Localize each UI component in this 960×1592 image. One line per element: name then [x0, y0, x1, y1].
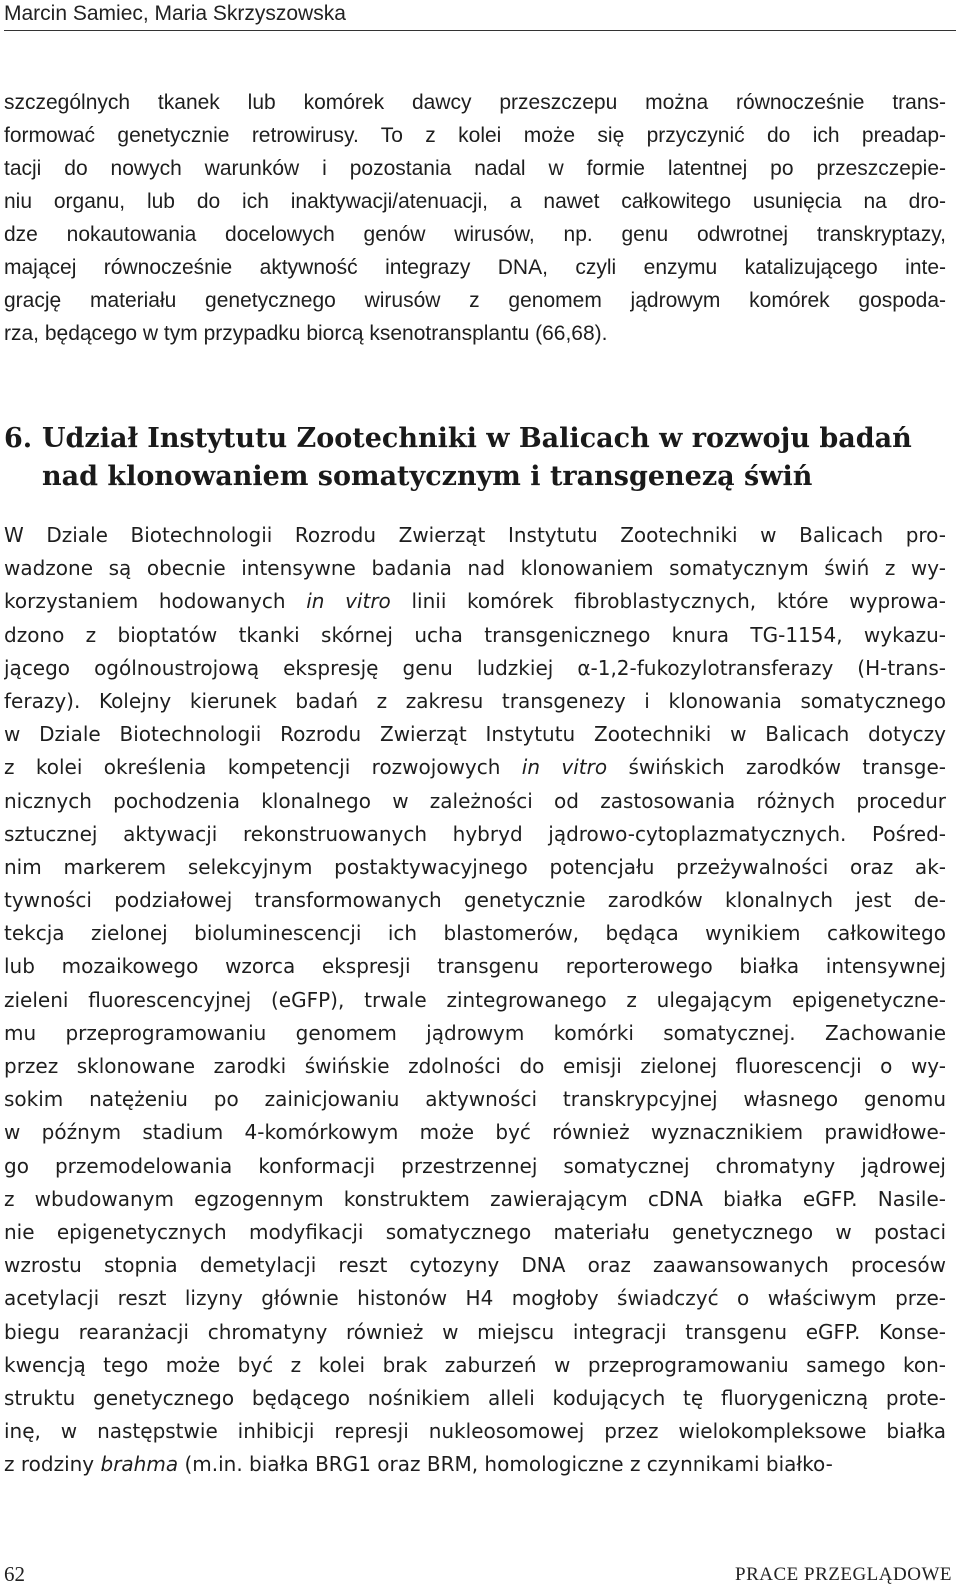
text-line: jącego ogólnoustrojową ekspresję genu ludzkiej α-1,2-fukozylotransferazy (H-trans- [4, 655, 946, 680]
text-line: mającej równocześnie aktywność integrazy DNA, czyli enzymu katalizującego inte- [4, 256, 946, 279]
running-head-authors: Marcin Samiec, Maria Skrzyszowska [4, 2, 346, 25]
text-line: inę, w następstwie inhibicji represji nukleosomowej przez wielokompleksowe białka [4, 1419, 946, 1444]
section-heading [4, 420, 912, 496]
text-line: z wbudowanym egzogennym konstruktem zawierającym cDNA białka eGFP. Nasile- [4, 1186, 946, 1211]
text-line: dzono z bioptatów tkanki skórnej ucha transgenicznego knura TG-1154, wykazu- [4, 622, 946, 647]
text-line: nim markerem selekcyjnym postaktywacyjnego potencjału przeżywalności oraz ak- [4, 854, 946, 879]
italic-term: brahma [100, 1452, 179, 1477]
section-title-line2: nad klonowaniem somatycznym i transgenezą świń [42, 461, 813, 492]
text-line: zieleni fluorescencyjnej (eGFP), trwale zintegrowanego z ulegającym epigenetyczne- [4, 987, 946, 1012]
text-line: nicznych pochodzenia klonalnego w zależności od zastosowania różnych procedur [4, 788, 946, 813]
section-title-line1: Udział Instytutu Zootechniki w Balicach w rozwoju badań [42, 423, 912, 454]
text-line: grację materiału genetycznego wirusów z genomem jądrowym komórek gospoda- [4, 289, 946, 312]
paragraph-section-body [4, 519, 946, 1481]
text-line: formować genetycznie retrowirusy. To z kolei może się przyczynić do ich preadap- [4, 124, 946, 147]
header-rule [4, 30, 956, 31]
text-line [4, 751, 946, 784]
text-fragment: linii komórek fibroblastycznych, które wyprowa- [390, 589, 946, 614]
text-line: sztucznej aktywacji rekonstruowanych hybryd jądrowo-cytoplazmatycznych. Pośred- [4, 821, 946, 846]
text-line: acetylacji reszt lizyny głównie histonów H4 mogłoby świadczyć o właściwym prze- [4, 1286, 946, 1311]
text-line: ferazy). Kolejny kierunek badań z zakresu transgenezy i klonowania somatycznego [4, 688, 946, 713]
text-line: w późnym stadium 4-komórkowym może być również wyznacznikiem prawidłowe- [4, 1120, 946, 1145]
text-line: dze nokautowania docelowych genów wirusów, np. genu odwrotnej transkryptazy, [4, 223, 946, 246]
paragraph-intro [4, 86, 946, 350]
text-line: kwencją tego może być z kolei brak zaburzeń w przeprogramowaniu samego kon- [4, 1352, 946, 1377]
text-line: rza, będącego w tym przypadku biorcą ksenotransplantu (66,68). [4, 322, 608, 345]
text-line [4, 585, 946, 618]
text-line: biegu rearanżacji chromatyny również w miejscu integracji transgenu eGFP. Konse- [4, 1319, 946, 1344]
text-line: wadzone są obecnie intensywne badania nad klonowaniem somatycznym świń z wy- [4, 556, 946, 581]
text-line: w Dziale Biotechnologii Rozrodu Zwierząt Instytutu Zootechniki w Balicach dotyczy [4, 722, 946, 747]
journal-section-name: PRACE PRZEGLĄDOWE [735, 1564, 952, 1585]
text-fragment: z kolei określenia kompetencji rozwojowych [4, 755, 522, 780]
text-line: tekcja zielonej bioluminescencji ich blastomerów, będąca wynikiem całkowitego [4, 921, 946, 946]
text-line: tywności podziałowej transformowanych genetycznie zarodków klonalnych jest de- [4, 888, 946, 913]
text-line: W Dziale Biotechnologii Rozrodu Zwierząt Instytutu Zootechniki w Balicach pro- [4, 523, 946, 547]
text-line: struktu genetycznego będącego nośnikiem alleli kodujących tę fluorygeniczną prote- [4, 1385, 946, 1410]
text-line: sokim natężeniu po zainicjowaniu aktywności transkrypcyjnej własnego genomu [4, 1087, 946, 1112]
text-line: wzrostu stopnia demetylacji reszt cytozyny DNA oraz zaawansowanych procesów [4, 1253, 946, 1278]
text-line: nie epigenetycznych modyfikacji somatycznego materiału genetycznego w postaci [4, 1219, 946, 1244]
text-line: lub mozaikowego wzorca ekspresji transgenu reporterowego białka intensywnej [4, 954, 946, 979]
italic-term: in vitro [521, 755, 608, 780]
text-fragment: korzystaniem hodowanych [4, 589, 307, 614]
section-number: 6. [4, 423, 33, 454]
text-line: przez sklonowane zarodki świńskie zdolności do emisji zielonej fluorescencji o wy- [4, 1054, 946, 1078]
text-line [4, 1448, 946, 1481]
text-line: mu przeprogramowaniu genomem jądrowym komórki somatycznej. Zachowanie [4, 1020, 946, 1045]
text-line: tacji do nowych warunków i pozostania nadal w formie latentnej po przeszczepie- [4, 157, 946, 180]
text-line: szczególnych tkanek lub komórek dawcy przeszczepu można równocześnie trans- [4, 91, 946, 114]
text-fragment: świńskich zarodków transge- [607, 755, 946, 780]
text-line: niu organu, lub do ich inaktywacji/atenuacji, a nawet całkowitego usunięcia na dro- [4, 190, 946, 213]
page-number: 62 [4, 1562, 25, 1586]
text-fragment: z rodziny [4, 1452, 101, 1477]
italic-term: in vitro [306, 589, 391, 614]
text-line: go przemodelowania konformacji przestrzennej somatycznej chromatyny jądrowej [4, 1153, 946, 1178]
text-fragment: (m.in. białka BRG1 oraz BRM, homologiczne z czynnikami białko- [178, 1452, 833, 1477]
